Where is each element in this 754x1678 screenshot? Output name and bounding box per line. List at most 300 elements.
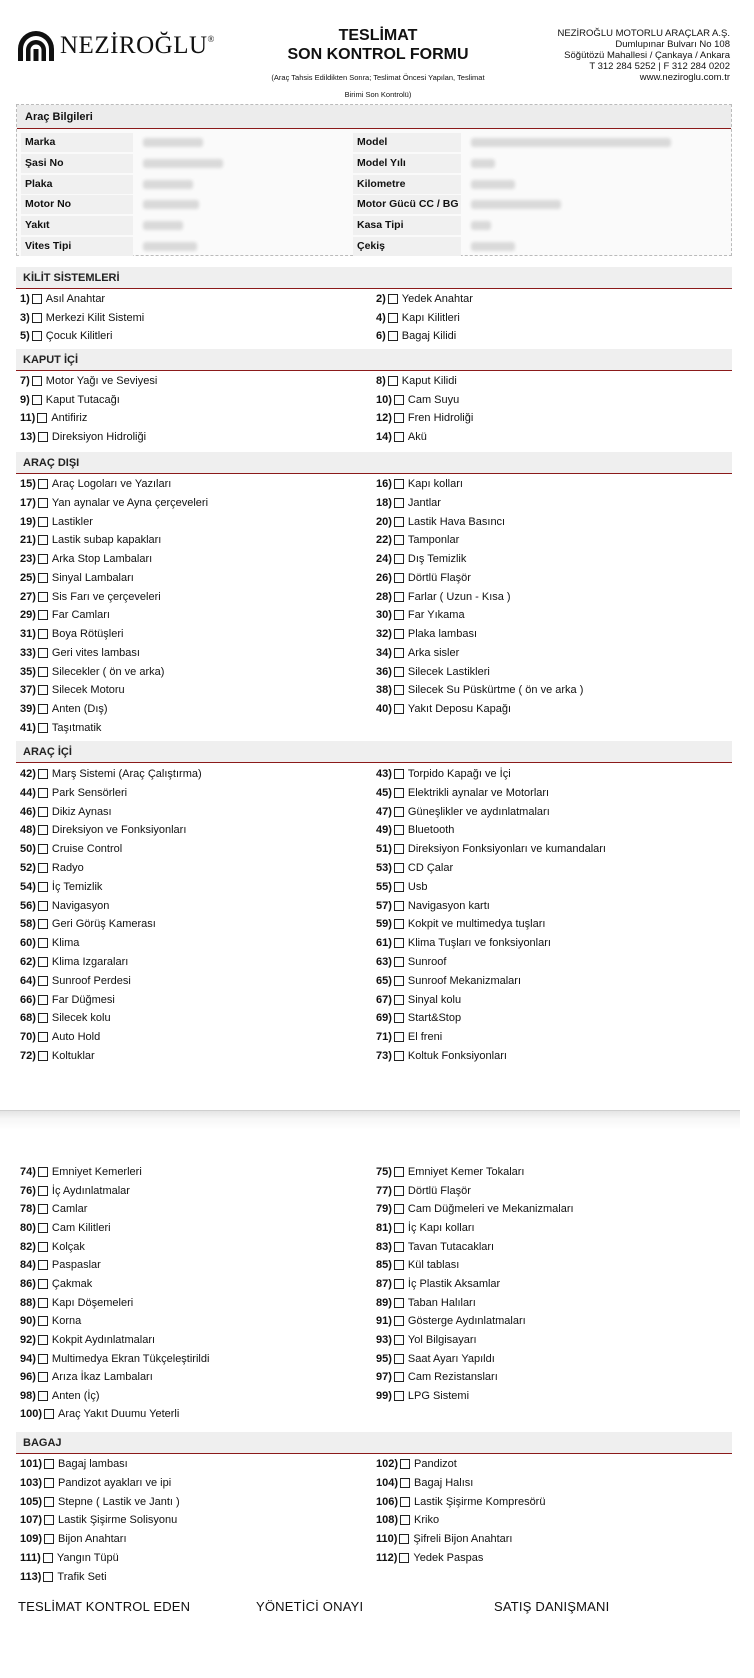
checklist-item-label: Elektrikli aynalar ve Motorları <box>407 786 550 799</box>
checklist-item-label: Dış Temizlik <box>407 553 467 565</box>
checkbox[interactable] <box>38 1223 48 1233</box>
checklist-item-label: Navigasyon <box>51 899 110 912</box>
checkbox[interactable] <box>394 554 404 564</box>
vehicle-field-value-redacted <box>465 133 729 152</box>
checkbox[interactable] <box>38 863 48 873</box>
checklist-item-number: 66) <box>20 993 36 1006</box>
checklist-item <box>376 1277 500 1291</box>
checkbox[interactable] <box>38 1032 48 1042</box>
checkbox[interactable] <box>38 1186 48 1196</box>
checkbox[interactable] <box>394 788 404 798</box>
checkbox[interactable] <box>32 294 42 304</box>
checklist-item-label: Pandizot <box>414 1458 457 1470</box>
checkbox[interactable] <box>32 331 42 341</box>
checklist-item-label: Geri Görüş Kamerası <box>51 918 156 931</box>
checkbox[interactable] <box>394 1167 404 1177</box>
checklist-item-label: Jantlar <box>407 496 441 509</box>
checklist-item <box>376 496 441 510</box>
checklist-item <box>376 1495 545 1509</box>
checklist-item-number: 10) <box>376 393 392 406</box>
checklist-item-number: 84) <box>20 1259 36 1272</box>
checkbox[interactable] <box>400 1459 410 1469</box>
checkbox[interactable] <box>38 901 48 911</box>
checkbox[interactable] <box>394 901 404 911</box>
vehicle-field-label: Motor No <box>21 195 133 214</box>
checklist-item <box>376 861 453 875</box>
checkbox[interactable] <box>38 573 48 583</box>
checklist-item-label: Yedek Paspas <box>413 1552 484 1564</box>
checkbox[interactable] <box>38 788 48 798</box>
checkbox[interactable] <box>394 1032 404 1042</box>
checkbox[interactable] <box>38 1279 48 1289</box>
checklist-item <box>376 515 505 529</box>
checklist-item <box>376 702 511 716</box>
checklist-item-label: Trafik Seti <box>57 1570 107 1583</box>
checklist-item-label: Bagaj lambası <box>58 1458 128 1470</box>
signature-sales-consultant: SATIŞ DANIŞMANI <box>494 1599 610 1614</box>
checkbox[interactable] <box>399 1534 409 1544</box>
checklist-item <box>20 1277 92 1291</box>
checkbox[interactable] <box>44 1459 54 1469</box>
checklist-item-label: Farlar ( Uzun - Kısa ) <box>407 590 511 603</box>
checklist-item-number: 45) <box>376 786 392 799</box>
checkbox[interactable] <box>394 648 404 658</box>
checkbox[interactable] <box>394 938 404 948</box>
signature-delivery-inspector: TESLİMAT KONTROL EDEN <box>18 1599 191 1614</box>
vehicle-field-value-redacted <box>465 154 729 173</box>
checklist-item-label: Kaput Kilidi <box>401 375 457 387</box>
checkbox[interactable] <box>38 1391 48 1401</box>
checklist-item <box>20 496 208 510</box>
checkbox[interactable] <box>38 938 48 948</box>
checkbox[interactable] <box>394 479 404 489</box>
checkbox[interactable] <box>38 1260 48 1270</box>
company-website: www.neziroglu.com.tr <box>639 72 730 83</box>
vehicle-field-label: Vites Tipi <box>21 237 133 256</box>
checklist-item-number: 16) <box>376 478 392 490</box>
checklist-item <box>20 515 93 529</box>
checklist-item-number: 52) <box>20 862 36 874</box>
checklist-item <box>20 1389 100 1403</box>
checklist-item-label: Navigasyon kartı <box>407 899 490 912</box>
checklist-item-number: 60) <box>20 937 36 950</box>
checkbox[interactable] <box>400 1515 410 1525</box>
checkbox[interactable] <box>394 1316 404 1326</box>
checklist-item-number: 48) <box>20 824 36 837</box>
checklist-item-number: 82) <box>20 1240 36 1253</box>
vehicle-field-value-redacted <box>137 216 349 235</box>
checklist-item-number: 18) <box>376 496 392 509</box>
checklist-item-label: Akü <box>407 430 427 443</box>
checklist-item <box>376 842 606 856</box>
checkbox[interactable] <box>38 498 48 508</box>
checkbox[interactable] <box>38 769 48 779</box>
checkbox[interactable] <box>388 313 398 323</box>
checkbox[interactable] <box>38 919 48 929</box>
vehicle-field-label: Yakıt <box>21 216 133 235</box>
checkbox[interactable] <box>38 825 48 835</box>
checkbox[interactable] <box>38 704 48 714</box>
checklist-item-label: Koltuklar <box>51 1050 95 1062</box>
checklist-item-number: 20) <box>376 515 392 528</box>
form-title-line2: SON KONTROL FORMU <box>287 46 469 63</box>
checklist-item-number: 56) <box>20 899 36 912</box>
checklist-item-label: Koltuk Fonksiyonları <box>407 1050 507 1062</box>
checklist-item-label: Lastik Şişirme Solisyonu <box>58 1514 178 1527</box>
checkbox[interactable] <box>38 517 48 527</box>
checklist-item-number: 49) <box>376 824 392 837</box>
checkbox[interactable] <box>394 1335 404 1345</box>
checklist-item <box>20 1370 153 1384</box>
checklist-item <box>376 533 459 547</box>
checklist-item-label: Bagaj Kilidi <box>401 330 457 342</box>
checkbox[interactable] <box>394 592 404 602</box>
checklist-item-number: 50) <box>20 843 36 856</box>
checklist-item-number: 27) <box>20 590 36 603</box>
checklist-item-number: 1) <box>20 293 30 305</box>
checkbox[interactable] <box>394 573 404 583</box>
checklist-item-number: 108) <box>376 1514 399 1527</box>
checkbox[interactable] <box>38 1051 48 1061</box>
vehicle-field-label: Plaka <box>21 175 133 194</box>
checkbox[interactable] <box>394 498 404 508</box>
checklist-item-number: 85) <box>376 1259 392 1272</box>
checkbox[interactable] <box>38 1372 48 1382</box>
checklist-item-label: Yan aynalar ve Ayna çerçeveleri <box>51 496 209 509</box>
checklist-item-label: Auto Hold <box>51 1031 101 1044</box>
checklist-item-number: 96) <box>20 1371 36 1384</box>
checklist-item-label: Anten (Dış) <box>51 703 108 715</box>
checklist-item-label: Kolçak <box>51 1240 85 1253</box>
checklist-item-label: Yedek Anahtar <box>401 293 473 305</box>
checkbox[interactable] <box>394 1186 404 1196</box>
checklist-item <box>376 1165 524 1179</box>
checklist-item-number: 93) <box>376 1333 392 1346</box>
checkbox[interactable] <box>38 1335 48 1345</box>
checkbox[interactable] <box>400 1478 410 1488</box>
checkbox[interactable] <box>44 1534 54 1544</box>
checklist-item <box>20 823 186 837</box>
checkbox[interactable] <box>38 629 48 639</box>
checkbox[interactable] <box>38 957 48 967</box>
checkbox[interactable] <box>394 1298 404 1308</box>
checkbox[interactable] <box>394 1260 404 1270</box>
checkbox[interactable] <box>38 648 48 658</box>
checklist-item-label: Paspaslar <box>51 1259 101 1272</box>
checkbox[interactable] <box>43 1572 53 1582</box>
checklist-item <box>376 1221 475 1235</box>
checklist-item <box>20 1049 95 1063</box>
checkbox[interactable] <box>38 667 48 677</box>
checklist-item-number: 112) <box>376 1552 398 1564</box>
checklist-item <box>376 1457 457 1471</box>
checkbox[interactable] <box>38 844 48 854</box>
checklist-item <box>376 1551 483 1565</box>
checkbox[interactable] <box>38 479 48 489</box>
checkbox[interactable] <box>38 995 48 1005</box>
checklist-item <box>20 627 123 641</box>
checklist-item-number: 107) <box>20 1514 43 1527</box>
vehicle-field-value-redacted <box>137 237 349 256</box>
checklist-item <box>376 936 551 950</box>
brand-name: NEZİROĞLU® <box>60 32 215 59</box>
checklist-item-label: Kokpit Aydınlatmaları <box>51 1333 156 1346</box>
checkbox[interactable] <box>394 395 404 405</box>
checkbox[interactable] <box>394 413 404 423</box>
checklist-item <box>376 1258 459 1272</box>
checkbox[interactable] <box>38 1354 48 1364</box>
checklist-item-number: 33) <box>20 646 36 659</box>
checklist-item-number: 21) <box>20 534 36 547</box>
checkbox[interactable] <box>394 1013 404 1023</box>
checklist-item <box>20 571 134 585</box>
company-district: Söğütözü Mahallesi / Çankaya / Ankara <box>564 50 730 61</box>
checklist-item-number: 110) <box>376 1533 398 1546</box>
form-header <box>0 0 754 100</box>
checkbox[interactable] <box>394 844 404 854</box>
checklist-item-label: Plaka lambası <box>407 628 477 640</box>
checkbox[interactable] <box>38 685 48 695</box>
checkbox[interactable] <box>394 1223 404 1233</box>
checklist-item-number: 25) <box>20 571 36 584</box>
checkbox[interactable] <box>394 610 404 620</box>
checkbox[interactable] <box>38 1013 48 1023</box>
checkbox[interactable] <box>394 807 404 817</box>
checkbox[interactable] <box>38 1298 48 1308</box>
checklist-item-label: LPG Sistemi <box>407 1389 470 1402</box>
checklist-item-number: 12) <box>376 412 392 425</box>
checkbox[interactable] <box>394 976 404 986</box>
checkbox[interactable] <box>394 1051 404 1061</box>
checklist-item-label: Merkezi Kilit Sistemi <box>45 311 145 324</box>
checklist-item-number: 17) <box>20 496 36 509</box>
checklist-item-label: Bluetooth <box>407 824 455 837</box>
checkbox[interactable] <box>394 432 404 442</box>
checkbox[interactable] <box>394 517 404 527</box>
brand-logo <box>16 28 215 64</box>
checklist-item <box>20 1570 107 1584</box>
checkbox[interactable] <box>394 769 404 779</box>
checklist-item <box>376 917 545 931</box>
checklist-item-number: 24) <box>376 553 392 565</box>
checklist-item-label: Radyo <box>51 862 84 874</box>
checkbox[interactable] <box>38 1242 48 1252</box>
checklist-item-number: 5) <box>20 330 30 342</box>
neziroglu-logo-icon <box>16 29 56 63</box>
checkbox[interactable] <box>38 882 48 892</box>
checklist-item <box>20 1165 142 1179</box>
checklist-item-number: 11) <box>20 412 36 425</box>
checklist-item-number: 36) <box>376 665 392 678</box>
checklist-item-label: Yangın Tüpü <box>56 1552 119 1564</box>
checkbox[interactable] <box>394 1204 404 1214</box>
checklist-item-number: 102) <box>376 1458 399 1470</box>
vehicle-info-row <box>21 175 729 194</box>
checklist-item-label: Dikiz Aynası <box>51 805 112 818</box>
checklist-item <box>20 1513 177 1527</box>
checkbox[interactable] <box>44 1478 54 1488</box>
checklist-item-number: 95) <box>376 1352 392 1365</box>
checklist-item <box>20 552 152 566</box>
checklist-item-number: 71) <box>376 1031 392 1044</box>
checkbox[interactable] <box>394 685 404 695</box>
form-subtitle-line2: Birimi Son Kontrolü) <box>344 90 412 99</box>
checkbox[interactable] <box>38 535 48 545</box>
checklist-item <box>20 374 157 388</box>
checkbox[interactable] <box>38 807 48 817</box>
checkbox[interactable] <box>38 1204 48 1214</box>
checklist-item <box>376 1352 495 1366</box>
checklist-item-number: 98) <box>20 1389 36 1402</box>
checklist-item-label: Silecek Lastikleri <box>407 665 490 678</box>
checklist-item-label: El freni <box>407 1031 443 1044</box>
checklist-item-label: Silecekler ( ön ve arka) <box>51 665 165 678</box>
checklist-item <box>20 430 146 444</box>
checkbox[interactable] <box>38 976 48 986</box>
checklist-item-label: Torpido Kapağı ve İçi <box>407 768 511 780</box>
checklist-item-number: 69) <box>376 1012 392 1025</box>
checklist-item <box>20 393 120 407</box>
checklist-item-number: 44) <box>20 786 36 799</box>
checkbox[interactable] <box>394 629 404 639</box>
checklist-item-label: Korna <box>51 1315 82 1328</box>
checklist-item-number: 61) <box>376 937 392 950</box>
checklist-item-label: Saat Ayarı Yapıldı <box>407 1352 495 1365</box>
checklist-item <box>20 767 202 781</box>
checklist-item <box>20 936 79 950</box>
checklist-item <box>20 974 131 988</box>
checklist-item-number: 63) <box>376 956 392 968</box>
checklist-item-number: 39) <box>20 703 36 715</box>
checkbox[interactable] <box>38 610 48 620</box>
checklist-item-number: 106) <box>376 1495 399 1508</box>
checklist-item <box>20 1476 171 1490</box>
checklist-item <box>376 1513 439 1527</box>
checkbox[interactable] <box>388 331 398 341</box>
checklist-item-label: Emniyet Kemer Tokaları <box>407 1166 525 1178</box>
section-header: ARAÇ İÇİ <box>16 741 732 763</box>
checkbox[interactable] <box>394 919 404 929</box>
checklist-item-number: 23) <box>20 553 36 565</box>
checklist-item <box>376 683 583 697</box>
checkbox[interactable] <box>38 592 48 602</box>
checkbox[interactable] <box>44 1409 54 1419</box>
checklist-item <box>20 1184 130 1198</box>
checkbox[interactable] <box>394 882 404 892</box>
checklist-item-label: Klima Tuşları ve fonksiyonları <box>407 937 551 950</box>
page-break <box>0 1110 740 1130</box>
checklist-item-label: Tamponlar <box>407 534 460 547</box>
checklist-item-label: Sunroof Mekanizmaları <box>407 974 522 987</box>
checkbox[interactable] <box>38 1316 48 1326</box>
checklist-item-label: Antifiriz <box>51 412 88 425</box>
checklist-item <box>20 1457 128 1471</box>
checklist-item <box>20 292 105 306</box>
checkbox[interactable] <box>38 723 48 733</box>
vehicle-info-title: Araç Bilgileri <box>17 105 731 129</box>
checklist-item-number: 83) <box>376 1240 392 1253</box>
checkbox[interactable] <box>38 432 48 442</box>
checklist-item-number: 30) <box>376 609 392 622</box>
checklist-item-label: Gösterge Aydınlatmaları <box>407 1315 526 1328</box>
checklist-item <box>20 1296 133 1310</box>
checklist-item <box>376 393 459 407</box>
checklist-item <box>376 1389 469 1403</box>
checklist-item-number: 53) <box>376 862 392 874</box>
checklist-item-label: Kaput Tutacağı <box>45 393 120 406</box>
checklist-item-label: Start&Stop <box>407 1012 462 1025</box>
checklist-item <box>376 1296 476 1310</box>
checkbox[interactable] <box>44 1515 54 1525</box>
checklist-item-label: Motor Yağı ve Seviyesi <box>45 375 158 387</box>
checklist-item-label: Silecek kolu <box>51 1012 111 1025</box>
checklist-item <box>20 1240 85 1254</box>
checkbox[interactable] <box>394 1354 404 1364</box>
checkbox[interactable] <box>38 1167 48 1177</box>
checkbox[interactable] <box>394 1372 404 1382</box>
checklist-item-label: Cam Rezistansları <box>407 1371 498 1384</box>
checkbox[interactable] <box>394 825 404 835</box>
checklist-item <box>376 374 457 388</box>
checkbox[interactable] <box>400 1497 410 1507</box>
checklist-item-number: 78) <box>20 1203 36 1216</box>
checklist-item <box>20 1495 180 1509</box>
checklist-item-number: 31) <box>20 628 36 640</box>
checklist-item-number: 7) <box>20 375 30 387</box>
checklist-item <box>20 1551 119 1565</box>
checklist-item <box>376 823 454 837</box>
checkbox[interactable] <box>388 294 398 304</box>
checkbox[interactable] <box>43 1553 53 1563</box>
checkbox[interactable] <box>394 535 404 545</box>
checkbox[interactable] <box>394 667 404 677</box>
checkbox[interactable] <box>399 1553 409 1563</box>
section-header: ARAÇ DIŞI <box>16 452 732 474</box>
checklist-item <box>20 1202 87 1216</box>
company-phone: T 312 284 5252 | F 312 284 0202 <box>589 61 730 72</box>
checkbox[interactable] <box>394 1279 404 1289</box>
checkbox[interactable] <box>394 863 404 873</box>
checkbox[interactable] <box>32 313 42 323</box>
checklist-item <box>20 786 127 800</box>
checklist-item-label: Usb <box>407 880 428 893</box>
checklist-item-label: Cruise Control <box>51 843 123 856</box>
checklist-item-label: Kapı Döşemeleri <box>51 1296 134 1309</box>
checklist-item <box>20 842 122 856</box>
checklist-item-label: Sunroof Perdesi <box>51 974 131 987</box>
checklist-item-label: Silecek Motoru <box>51 684 125 697</box>
checkbox[interactable] <box>394 704 404 714</box>
checkbox[interactable] <box>32 395 42 405</box>
checkbox[interactable] <box>394 1391 404 1401</box>
checklist-item-label: Sis Farı ve çerçeveleri <box>51 590 161 603</box>
checkbox[interactable] <box>32 376 42 386</box>
checklist-item <box>20 917 156 931</box>
checklist-item-number: 59) <box>376 918 392 931</box>
checklist-item <box>376 590 511 604</box>
checkbox[interactable] <box>37 413 47 423</box>
checkbox[interactable] <box>394 995 404 1005</box>
checklist-item-number: 75) <box>376 1166 392 1178</box>
checkbox[interactable] <box>394 957 404 967</box>
checkbox[interactable] <box>394 1242 404 1252</box>
checklist-item-number: 87) <box>376 1277 392 1290</box>
checklist-item <box>376 627 477 641</box>
checkbox[interactable] <box>38 554 48 564</box>
checklist-item-number: 67) <box>376 993 392 1006</box>
checkbox[interactable] <box>388 376 398 386</box>
checkbox[interactable] <box>44 1497 54 1507</box>
